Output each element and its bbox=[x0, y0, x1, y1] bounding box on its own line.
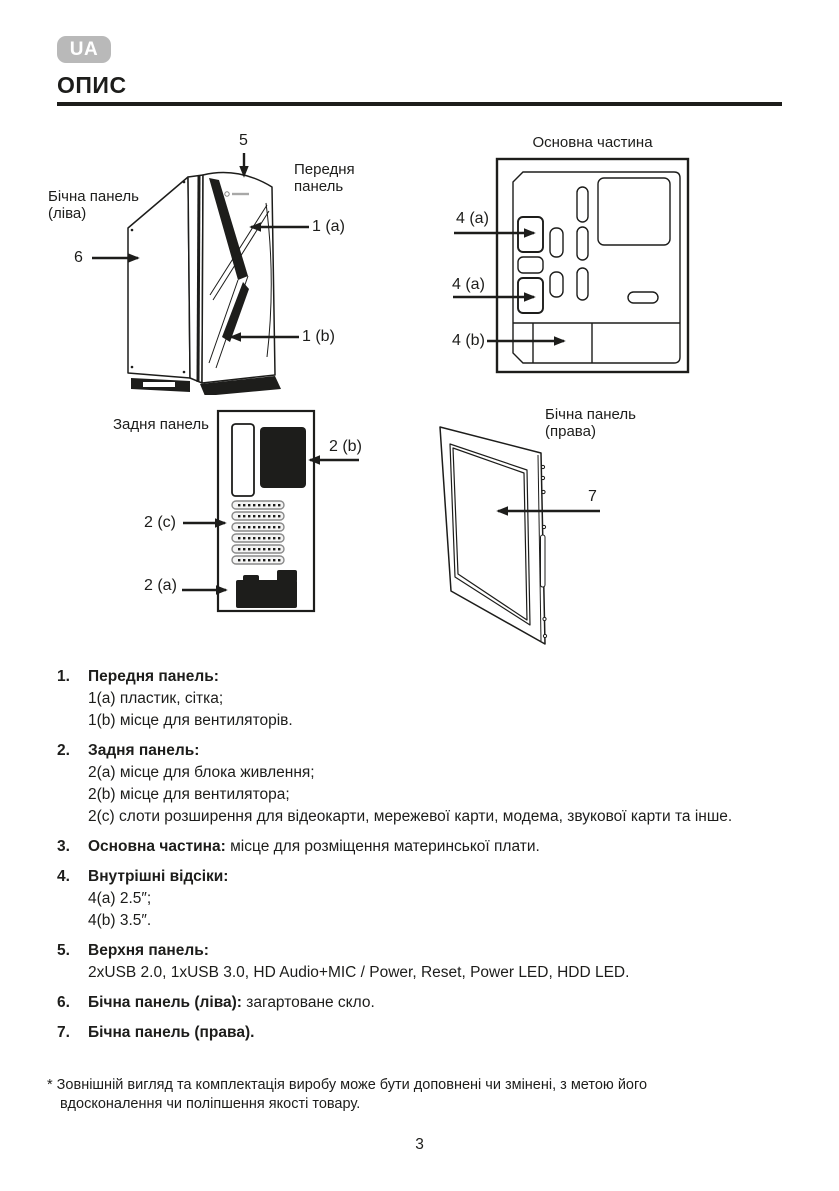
list-item-1 bbox=[57, 666, 785, 732]
callout-4a-top: 4 (a) bbox=[456, 210, 489, 227]
callout-1a: 1 (a) bbox=[312, 218, 345, 235]
title-divider bbox=[57, 102, 782, 106]
item-text: загартоване скло. bbox=[241, 994, 375, 1011]
item-title: Бічна панель (ліва): bbox=[88, 994, 242, 1011]
item-line: 2(b) місце для вентилятора; bbox=[88, 786, 290, 803]
list-item-7 bbox=[57, 1022, 785, 1044]
item-title: Бічна панель (права). bbox=[88, 1024, 255, 1041]
callout-4b: 4 (b) bbox=[452, 332, 485, 349]
item-line: 4(b) 3.5″. bbox=[88, 912, 152, 929]
case-diagram bbox=[115, 165, 290, 395]
main-part-diagram bbox=[490, 155, 695, 377]
main-part-title: Основна частина bbox=[532, 134, 653, 151]
item-number: 4. bbox=[57, 868, 70, 885]
language-badge: UA bbox=[57, 36, 111, 63]
callout-4a-bottom: 4 (a) bbox=[452, 276, 485, 293]
item-line: 1(a) пластик, сітка; bbox=[88, 690, 224, 707]
side-panel-left-label-line2: (ліва) bbox=[48, 205, 87, 222]
item-number: 6. bbox=[57, 994, 70, 1011]
item-number: 5. bbox=[57, 942, 70, 959]
item-number: 1. bbox=[57, 668, 70, 685]
item-line: 4(a) 2.5″; bbox=[88, 890, 152, 907]
page-title: ОПИС bbox=[57, 72, 127, 98]
side-panel-left-label bbox=[48, 188, 139, 222]
callout-7: 7 bbox=[588, 488, 597, 505]
callout-2c: 2 (c) bbox=[144, 514, 176, 531]
list-item-4 bbox=[57, 866, 785, 932]
side-panel-right-label bbox=[545, 406, 636, 440]
page-number: 3 bbox=[415, 1136, 424, 1153]
item-title: Внутрішні відсіки: bbox=[88, 868, 229, 885]
item-title: Основна частина: bbox=[88, 838, 226, 855]
fan-cutout bbox=[260, 427, 306, 488]
right-side-panel-diagram bbox=[435, 415, 555, 650]
item-line: 2xUSB 2.0, 1xUSB 3.0, HD Audio+MIC / Power, Reset, Power LED, HDD LED. bbox=[88, 964, 630, 981]
back-panel-title: Задня панель bbox=[113, 416, 209, 433]
back-panel-diagram bbox=[215, 408, 320, 620]
item-line: 2(c) слоти розширення для відеокарти, мережевої карти, модема, звукової карти та інше. bbox=[88, 808, 733, 825]
side-panel-left-label-line1: Бічна панель bbox=[48, 188, 139, 205]
item-number: 2. bbox=[57, 742, 70, 759]
list-item-5 bbox=[57, 940, 785, 984]
callout-2a: 2 (a) bbox=[144, 577, 177, 594]
footnote-line1: * Зовнішній вигляд та комплектація виробу може бути доповнені чи змінені, з метою його bbox=[47, 1077, 648, 1093]
callout-2b: 2 (b) bbox=[329, 438, 362, 455]
front-panel-label bbox=[294, 161, 355, 195]
item-line: 1(b) місце для вентиляторів. bbox=[88, 712, 293, 729]
item-title: Верхня панель: bbox=[88, 942, 209, 959]
list-item-6 bbox=[57, 992, 785, 1014]
footnote bbox=[47, 1076, 787, 1114]
list-item-2 bbox=[57, 740, 785, 828]
item-number: 7. bbox=[57, 1024, 70, 1041]
item-number: 3. bbox=[57, 838, 70, 855]
list-item-3 bbox=[57, 836, 785, 858]
callout-5: 5 bbox=[239, 132, 248, 149]
callout-6: 6 bbox=[74, 249, 83, 266]
callout-1b: 1 (b) bbox=[302, 328, 335, 345]
panel-latch bbox=[541, 535, 546, 587]
item-line: 2(a) місце для блока живлення; bbox=[88, 764, 315, 781]
side-panel-right-label-line1: Бічна панель bbox=[545, 406, 636, 423]
item-text: місце для розміщення материнської плати. bbox=[225, 838, 540, 855]
description-list bbox=[57, 666, 785, 1044]
item-title: Задня панель: bbox=[88, 742, 200, 759]
front-panel-label-line1: Передня bbox=[294, 161, 355, 178]
side-panel-right-label-line2: (права) bbox=[545, 423, 596, 440]
footnote-line2: вдосконалення чи поліпшення якості товару. bbox=[60, 1096, 361, 1112]
front-panel-label-line2: панель bbox=[294, 178, 344, 195]
item-title: Передня панель: bbox=[88, 668, 219, 685]
